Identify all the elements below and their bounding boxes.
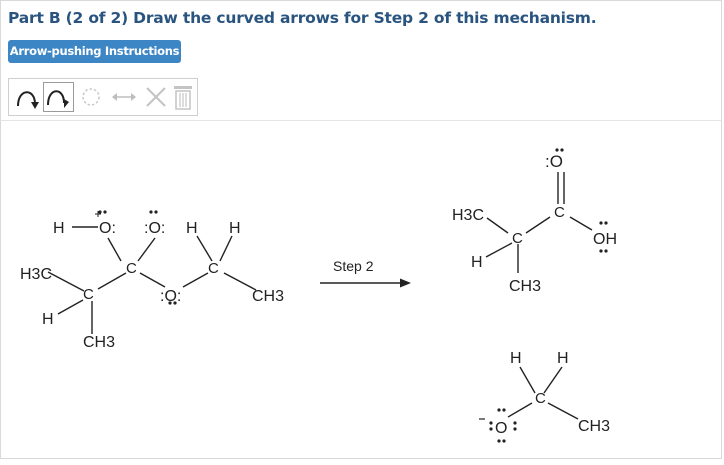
trash-icon [169,82,197,112]
double-barb-arrow-tool[interactable] [13,82,43,112]
arrow-pushing-instructions-button[interactable]: Arrow-pushing Instructions [8,40,181,63]
single-barb-arrow-tool[interactable] [43,82,74,112]
delete-tool[interactable] [141,82,171,112]
reaction-arrow-head [400,279,411,288]
atom-H-a: H [186,220,198,237]
question-title: Part B (2 of 2) Draw the curved arrows for Step 2 of this mechanism. [8,9,597,27]
atom-H-bottom: H [42,311,54,328]
delete-x-icon [141,82,171,112]
atom-C-p2: C [535,390,546,407]
group-CH3-product: CH3 [509,278,542,295]
atom-O-lone: :O: [144,220,166,237]
atom-O-bridge: :O: [160,288,182,305]
group-CH3-right: CH3 [252,288,285,305]
atom-H-product: H [471,254,483,271]
mechanism-canvas[interactable] [0,120,722,460]
dashed-circle-tool[interactable] [77,82,107,112]
step-label: Step 2 [333,258,374,274]
atom-H-reactant: H [53,220,65,237]
atom-H-right-p2: H [557,350,569,367]
clear-all-tool[interactable] [169,82,199,112]
group-H3C-product: H3C [452,207,485,224]
atom-O-protonated: O: [99,220,116,237]
double-barb-curved-arrow-icon [13,82,43,112]
atom-C-right: C [208,260,219,277]
atom-C-product-mid: C [512,230,523,247]
atom-C-mid: C [126,260,137,277]
group-OH: OH [593,231,617,248]
atom-H-left-p2: H [510,350,522,367]
resonance-arrow-tool[interactable] [109,82,139,112]
atom-H-b: H [229,220,241,237]
mechanism-drawing [0,121,722,460]
atom-O-carbonyl: :O [545,152,563,171]
group-H3C-reactant: H3C [20,266,53,283]
drawing-toolbar [8,78,198,116]
single-barb-curved-arrow-icon [44,83,73,111]
dashed-circle-icon [77,82,107,112]
atom-O-anion: O [495,420,508,437]
group-CH3-bottom: CH3 [83,334,116,351]
atom-C-left: C [83,286,94,303]
resonance-arrow-icon [109,82,139,112]
group-CH3-p2: CH3 [578,418,611,435]
atom-C-top: C [554,204,565,221]
